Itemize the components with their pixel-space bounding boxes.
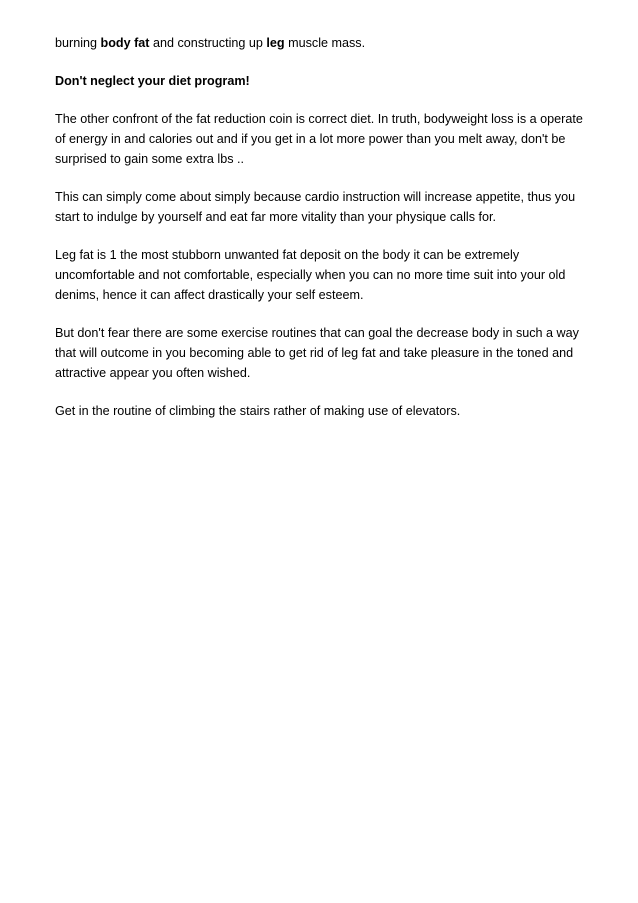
intro-bold-body-fat: body fat — [100, 36, 150, 50]
intro-bold-leg: leg — [266, 36, 285, 50]
paragraph-appetite: This can simply come about simply because cardio instruction will increase appetite, thus you start to indulge by yourself and eat far more vitality than your physique calls for. — [55, 190, 576, 224]
intro-paragraph — [55, 33, 595, 53]
paragraph-exercise: But don't fear there are some exercise routines that can goal the decrease body in such a way that will outcome in you becoming able to get rid of leg fat and take pleasure in the toned and attractive appear you often wished. — [55, 326, 579, 380]
paragraph-diet: The other confront of the fat reduction coin is correct diet. In truth, bodyweight loss is a operate of energy in and calories out and if you get in a lot more power than you melt away, don't be surprised to gain some extra lbs .. — [55, 112, 583, 166]
intro-text-2: and constructing up — [149, 36, 267, 50]
intro-text-3: muscle mass. — [284, 36, 366, 50]
intro-text-1: burning — [55, 36, 101, 50]
paragraph-stairs: Get in the routine of climbing the stairs rather of making use of elevators. — [55, 404, 461, 418]
paragraph-leg-fat: Leg fat is 1 the most stubborn unwanted fat deposit on the body it can be extremely uncomfortable and not comfortable, especially when you can no more time suit into your old denims, hence it can affect drastically your self esteem. — [55, 248, 566, 302]
document-page — [55, 33, 595, 439]
section-heading: Don't neglect your diet program! — [55, 74, 250, 88]
